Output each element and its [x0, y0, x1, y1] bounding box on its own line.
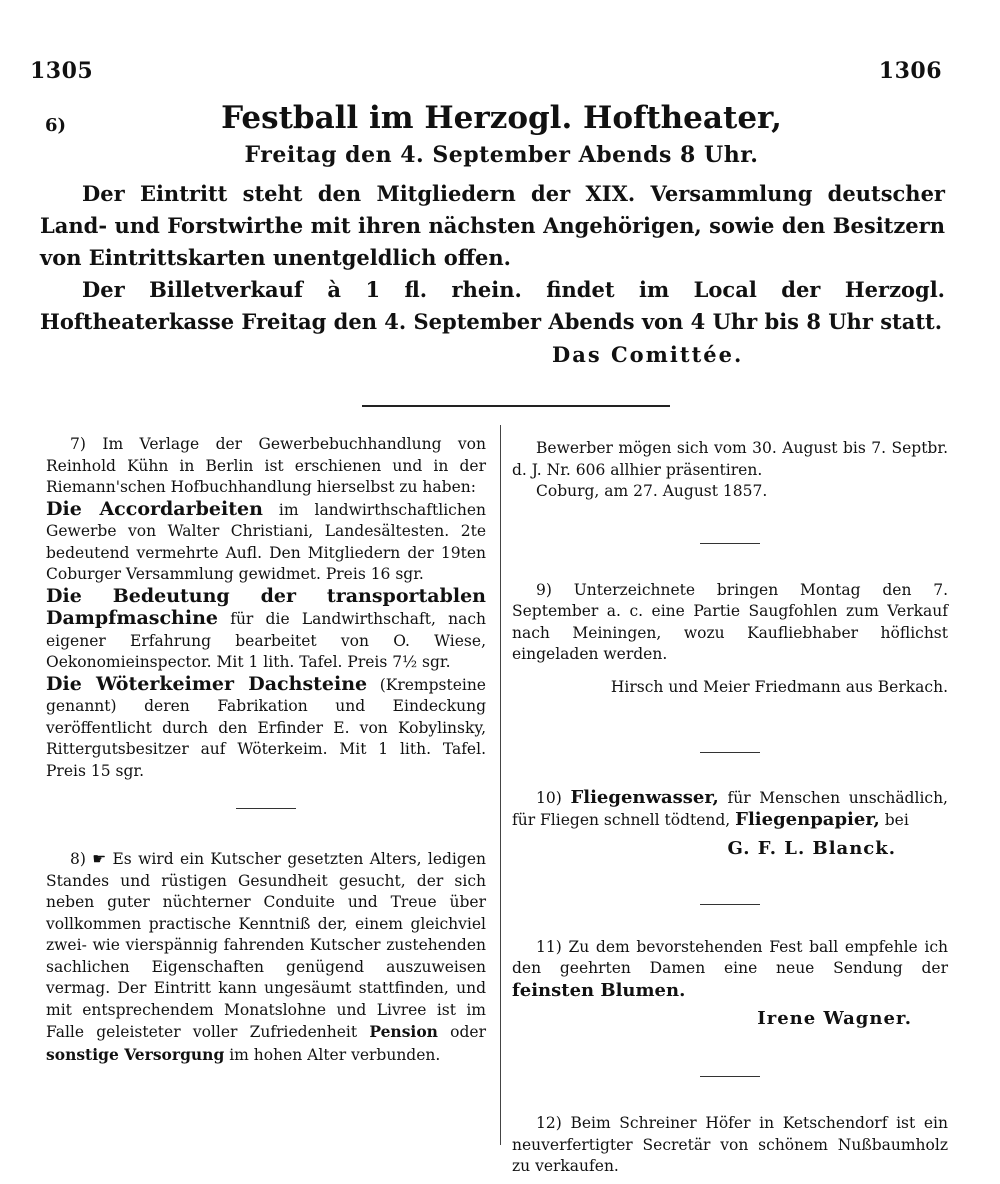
section-divider	[362, 405, 670, 407]
notice-signature: G. F. L. Blanck.	[727, 837, 896, 859]
book-description: im landwirthschaftlichen Gewerbe von Walter Christiani, Landesältesten. 2te bedeutend vermehrte Aufl. Den Mitgliedern der 19ten Coburger Versammlung gewidmet. Preis 16 sgr.	[46, 500, 486, 583]
notice-number: 11)	[536, 937, 562, 956]
notice-number: 12)	[536, 1114, 562, 1132]
notice-text: im hohen Alter verbunden.	[229, 1045, 441, 1064]
notice-number: 8)	[70, 850, 86, 868]
furniture-sale-notice	[512, 1113, 948, 1178]
notice-text: Zu dem bevorstehenden Fest ball empfehle ich den geehrten Damen eine neue Sendung der	[512, 937, 948, 977]
notice-intro	[46, 434, 486, 499]
book-listing	[46, 674, 486, 783]
notice-paragraph: Der Billetverkauf à 1 fl. rhein. findet im Local der Herzogl. Hoftheaterkasse Freitag den 4. September Abends von 4 Uhr bis 8 Uhr statt.	[40, 277, 945, 334]
notice-number: 7)	[70, 435, 86, 453]
page-number-right: 1306	[878, 58, 942, 84]
flowers-notice	[512, 937, 948, 1003]
notice-text: Unterzeichnete bringen Montag den 7. September a. c. eine Partie Saugfohlen zum Verkauf nach Meiningen, wozu Kaufliebhaber höflichst eingeladen werden.	[512, 580, 948, 663]
coachman-notice	[46, 849, 486, 1066]
book-listing	[46, 586, 486, 674]
book-title: Die Bedeutung der transportablen Dampfmaschine	[46, 584, 486, 629]
notice-number: 9)	[536, 580, 552, 599]
right-column	[512, 430, 948, 1178]
book-title: Die Accordarbeiten	[46, 497, 263, 520]
divider	[700, 752, 760, 753]
column-divider	[500, 425, 501, 1145]
notice-subtitle: Freitag den 4. September Abends 8 Uhr.	[244, 142, 759, 168]
notice-emphasis: Fliegenwasser,	[570, 786, 719, 808]
notice-signature: Das Comittée.	[552, 342, 744, 367]
notice-number: 6)	[45, 115, 67, 136]
notice-emphasis: sonstige Versorgung	[46, 1044, 225, 1064]
book-listing	[46, 499, 486, 586]
notice-text: bei	[884, 811, 909, 829]
notice-text: Beim Schreiner Höfer in Ketschendorf ist ein neuverfertigter Secretär von schönem Nußbaumholz zu verkaufen.	[512, 1114, 948, 1175]
pointing-hand-icon: ☛	[92, 850, 107, 868]
place-date: Coburg, am 27. August 1857.	[536, 482, 768, 500]
foal-sale-notice	[512, 580, 948, 666]
notice-paragraph: Der Eintritt steht den Mitgliedern der XIX. Versammlung deutscher Land- und Forstwirthe mit ihren nächsten Angehörigen, sowie den Besitzern von Eintrittskarten unentgeldlich offen.	[40, 181, 945, 270]
divider	[700, 904, 760, 905]
notice-text: Im Verlage der Gewerbebuchhandlung von Reinhold Kühn in Berlin ist erschienen und in der Riemann'schen Hofbuchhandlung hierselbst zu haben:	[46, 435, 486, 496]
notice-emphasis: Fliegenpapier,	[735, 809, 880, 830]
fly-water-notice	[512, 787, 948, 832]
notice-number: 10)	[536, 788, 562, 807]
divider	[700, 1076, 760, 1077]
divider	[700, 543, 760, 544]
festball-notice	[40, 100, 945, 367]
notice-signature: Irene Wagner.	[757, 1008, 912, 1029]
notice-signature: Hirsch und Meier Friedmann aus Berkach.	[610, 677, 948, 696]
book-title: Die Wöterkeimer Dachsteine	[46, 672, 368, 695]
applicants-notice	[512, 438, 948, 481]
book-description: (Krempsteine genannt) deren Fabrikation und Eindeckung veröffentlicht durch den Erfinder E. von Kobylinsky, Rittergutsbesitzer auf Wöterkeim. Mit 1 lith. Tafel. Preis 15 sgr.	[46, 675, 486, 780]
left-column	[46, 430, 486, 1066]
divider	[236, 808, 296, 809]
notice-emphasis: Pension	[369, 1022, 438, 1041]
notice-text: Es wird ein Kutscher gesetzten Alters, ledigen Standes und rüstigen Gesundheit gesucht, der sich neben guter nüchterner Conduite und Treue über vollkommen practische Kenntniß der, einem gleichviel zwei- wie vierspännig fahrenden Kutscher zustehenden sachlichen Eigenschaften genügend auszuweisen vermag. Der Eintritt kann ungesäumt stattfinden, und mit entsprechendem Monatslohne und Livree ist im Falle geleisteter voller Zufriedenheit	[46, 850, 486, 1041]
notice-text: Bewerber mögen sich vom 30. August bis 7. Septbr. d. J. Nr. 606 allhier präsentiren.	[512, 439, 948, 479]
book-description: für die Landwirthschaft, nach eigener Erfahrung bearbeitet von O. Wiese, Oekonomieinspector. Mit 1 lith. Tafel. Preis 7½ sgr.	[46, 610, 486, 671]
page-number-left: 1305	[30, 58, 94, 84]
notice-text: oder	[450, 1023, 486, 1041]
notice-text: für Menschen unschädlich, für Fliegen schnell tödtend,	[512, 788, 948, 829]
notice-title: Festball im Herzogl. Hoftheater,	[221, 100, 782, 136]
notice-emphasis: feinsten Blumen.	[512, 979, 686, 1001]
